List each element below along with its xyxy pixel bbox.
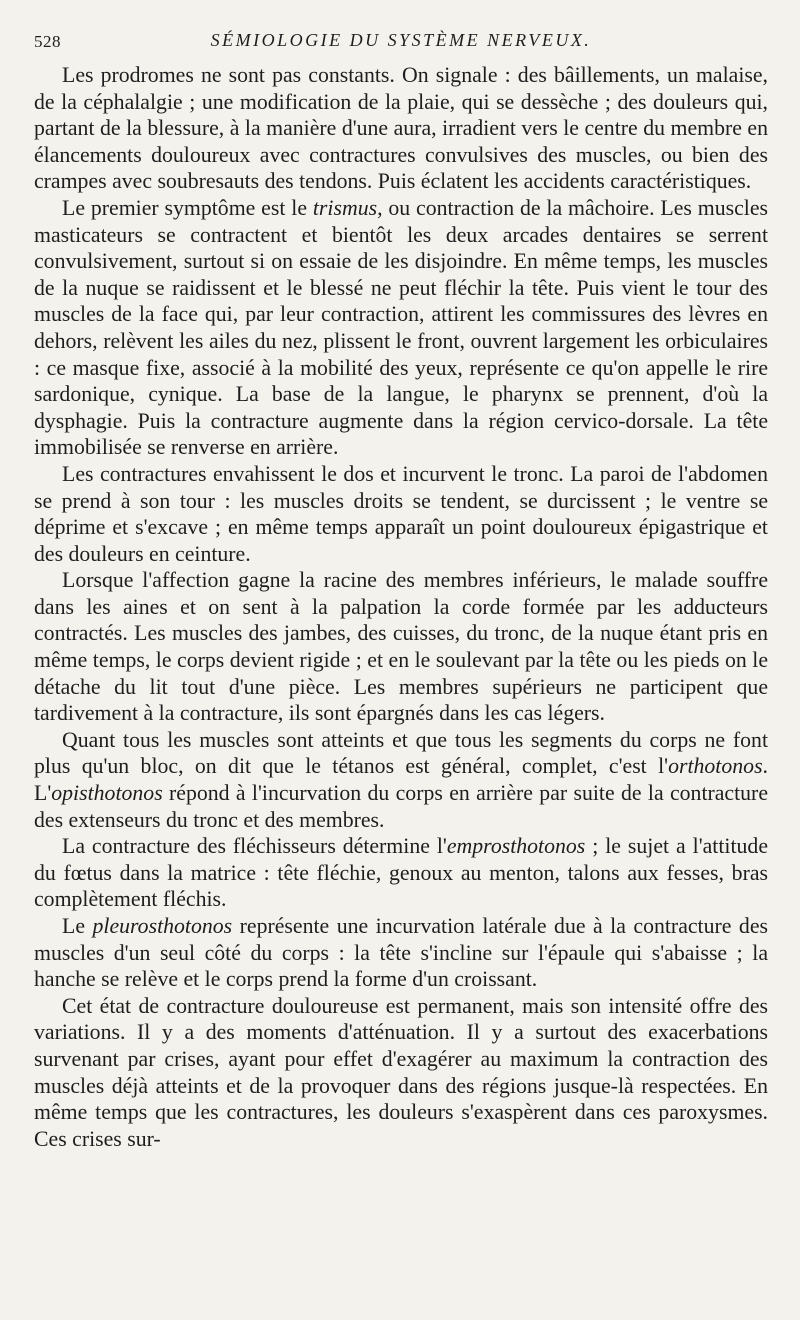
paragraph (34, 62, 768, 195)
italic-term: emprosthotonos (446, 834, 586, 859)
text-segment: Quant tous les muscles sont atteints et que tous les segments du corps ne font plus qu'un bloc, on dit que le tétanos est général, complet, c'est l' (34, 727, 768, 779)
italic-term: opisthotonos (51, 781, 163, 806)
text-segment: La contracture des fléchisseurs détermine l' (62, 834, 447, 859)
text-segment: Les contractures envahissent le dos et incurvent le tronc. La paroi de l'abdomen se prend à son tour : les muscles droits se tendent, se durcissent ; le ventre se déprime et s'excave ; en même temps apparaît un point douloureux épigastrique et des douleurs en ceinture. (34, 461, 768, 566)
running-title: SÉMIOLOGIE DU SYSTÈME NERVEUX. (210, 30, 592, 50)
text-segment: , ou contraction de la mâchoire. Les muscles masticateurs se contractent et bientôt les deux arcades dentaires se serrent convulsivement, surtout si on essaie de les disjoindre. En même temps, les muscles de la nuque se raidissent et le blessé ne peut fléchir la tête. Puis vient le tour des muscles de la face qui, par leur contraction, attirent les commissures des lèvres en dehors, relèvent les ailes du nez, plissent le front, ouvrent largement les orbiculaires : ce masque fixe, associé à la mobilité des yeux, représente ce qu'on appelle le rire sardonique, cynique. La base de la langue, le pharynx se prennent, d'où la dysphagie. Puis la contracture augmente dans la région cervico-dorsale. La tête immobilisée se renverse en arrière. (34, 195, 768, 460)
paragraph (34, 567, 768, 727)
paragraph (34, 913, 768, 993)
body-text (34, 62, 768, 1152)
italic-term: pleurosthotonos (92, 914, 233, 938)
paragraph (34, 461, 768, 567)
text-segment: répond à l'incurvation du corps en arrière par suite de la contracture des extenseurs du tronc et des membres. (34, 781, 768, 832)
page-header (34, 26, 768, 62)
page-number: 528 (34, 32, 61, 51)
text-segment: Lorsque l'affection gagne la racine des membres inférieurs, le malade souffre dans les aines et on sent à la palpation la corde formée par les adducteurs contractés. Les muscles des jambes, des cuisses, du tronc, de la nuque étant pris en même temps, le corps devient rigide ; et en le soulevant par la tête ou les pieds on le détache du lit tout d'une pièce. Les membres supérieurs ne participent que tardivement à la contracture, ils sont épargnés dans les cas légers. (34, 568, 768, 726)
text-segment: représente une incurvation latérale due à la contracture des muscles d'un seul côté du corps : la tête s'incline sur l'épaule qui s'abaisse ; la hanche se relève et le corps prend la forme d'un croissant. (34, 914, 768, 992)
paragraph (34, 833, 768, 913)
italic-term: orthotonos (668, 754, 763, 779)
text-segment: ; le sujet a l'attitude du fœtus dans la matrice : tête fléchie, genoux au menton, talons aux fesses, bras complètement fléchis. (34, 834, 769, 912)
text-segment: Les prodromes ne sont pas constants. On signale : des bâillements, un malaise, de la céphalalgie ; une modification de la plaie, qui se dessèche ; des douleurs qui, partant de la blessure, à la manière d'une aura, irradient vers le centre du membre en élancements douloureux avec contractures convulsives des muscles, ou bien des crampes avec soubresauts des tendons. Puis éclatent les accidents caractéristiques. (34, 63, 768, 194)
text-segment: Le (62, 914, 93, 938)
paragraph (34, 993, 768, 1153)
italic-term: trismus (312, 195, 378, 220)
paragraph (34, 195, 768, 461)
text-segment: Le premier symptôme est le (62, 195, 313, 220)
paragraph (34, 727, 768, 833)
text-segment: Cet état de contracture douloureuse est permanent, mais son intensité offre des variations. Il y a des moments d'atténuation. Il y a surtout des exacerbations survenant par crises, ayant pour effet d'exagérer au maximum la contraction des muscles déjà atteints et de la provoquer dans des régions jusque-là respectées. En même temps que les contractures, les douleurs s'exaspèrent dans ces paroxysmes. Ces crises sur- (34, 993, 768, 1151)
text-segment: . L' (34, 754, 768, 806)
